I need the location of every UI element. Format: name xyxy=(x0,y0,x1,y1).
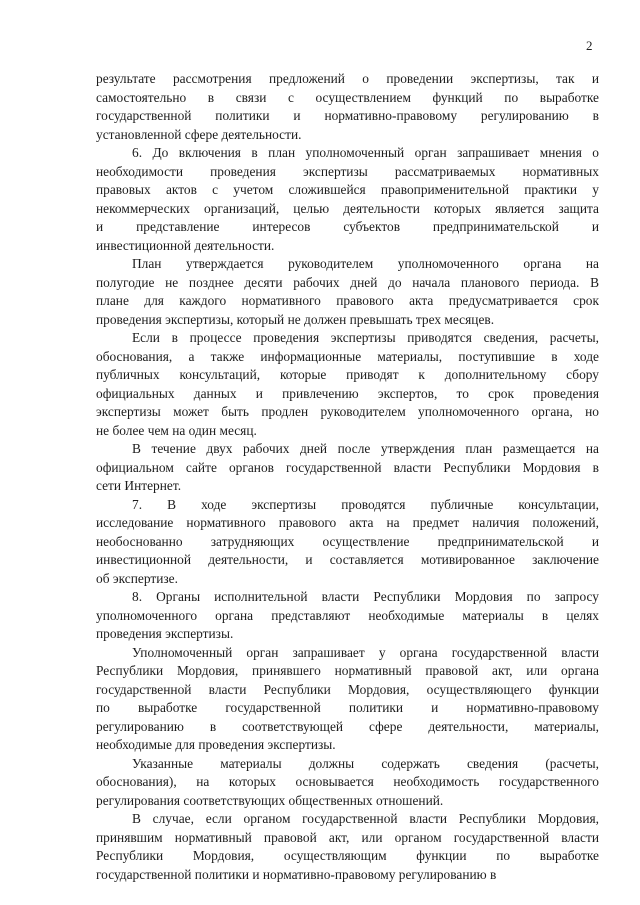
text-line: Уполномоченный орган запрашивает у органа государственной власти xyxy=(132,644,599,660)
paragraph xyxy=(96,496,599,589)
text-line: необходимости проведения экспертизы рассматриваемых нормативных xyxy=(96,163,599,179)
text-line: и представление интересов субъектов предпринимательской и xyxy=(96,219,599,234)
paragraph xyxy=(96,810,599,884)
text-line: План утверждается руководителем уполномоченного органа на xyxy=(132,256,599,271)
text-line: результате рассмотрения предложений о проведении экспертизы, так и xyxy=(96,71,599,86)
text-line: В течение двух рабочих дней после утверждения план размещается на xyxy=(132,441,599,456)
text-line: В случае, если органом государственной власти Республики Мордовия, xyxy=(132,811,599,826)
text-line: самостоятельно в связи с осуществлением функций по выработке xyxy=(96,89,599,105)
paragraph xyxy=(96,644,599,755)
paragraph xyxy=(96,70,599,144)
text-line: государственной политики и нормативно-правовому регулированию в xyxy=(96,108,599,123)
text-line: проведения экспертизы. xyxy=(96,626,234,641)
text-line: официальном сайте органов государственной власти Республики Мордовия в xyxy=(96,459,599,475)
paragraph xyxy=(96,144,599,255)
text-line: плане для каждого нормативного правового акта предусматривается срок xyxy=(96,293,599,308)
text-line: установленной сфере деятельности. xyxy=(96,126,302,142)
text-line: 8. Органы исполнительной власти Республики Мордовия по запросу xyxy=(132,589,599,604)
text-line: государственной политики и нормативно-правовому регулированию в xyxy=(96,866,497,882)
text-line: публичных консультаций, которые приводят к дополнительному сбору xyxy=(96,367,599,382)
text-line: Если в процессе проведения экспертизы приводятся сведения, расчеты, xyxy=(132,330,599,345)
text-line: необоснованно затрудняющих осуществление предпринимательской и xyxy=(96,533,599,549)
paragraph xyxy=(96,329,599,440)
page-number: 2 xyxy=(586,38,593,53)
text-line: 7. В ходе экспертизы проводятся публичные консультации, xyxy=(132,496,599,512)
text-line: регулированию в соответствующей сфере деятельности, материалы, xyxy=(96,718,599,734)
text-line: экспертизы может быть продлен руководителем уполномоченного органа, но xyxy=(96,404,599,419)
text-line: государственной власти Республики Мордовия, осуществляющего функции xyxy=(96,681,599,697)
text-line: исследование нормативного правового акта на предмет наличия положений, xyxy=(96,515,599,530)
paragraph xyxy=(96,255,599,329)
text-line: официальных данных и привлечению экспертов, то срок проведения xyxy=(96,385,599,401)
text-line: некоммерческих организаций, целью деятельности которых является защита xyxy=(96,200,599,216)
document-body xyxy=(96,70,599,884)
text-line: инвестиционной деятельности. xyxy=(96,237,275,253)
text-line: полугодие не позднее десяти рабочих дней до начала планового периода. В xyxy=(96,274,599,290)
text-line: проведения экспертизы, который не должен превышать трех месяцев. xyxy=(96,311,495,327)
text-line: об экспертизе. xyxy=(96,570,178,586)
text-line: по выработке государственной политики и нормативно-правовому xyxy=(96,700,599,715)
text-line: принявшим нормативный правовой акт, или органом государственной власти xyxy=(96,829,599,845)
text-line: Указанные материалы должны содержать сведения (расчеты, xyxy=(132,755,599,771)
paragraph xyxy=(96,755,599,811)
text-line: Республики Мордовия, принявшего нормативный правовой акт, или органа xyxy=(96,663,599,678)
paragraph xyxy=(96,588,599,644)
text-line: обоснования), на которых основывается необходимость государственного xyxy=(96,774,599,789)
text-line: не более чем на один месяц. xyxy=(96,422,257,438)
text-line: правовых актов с учетом сложившейся правоприменительной практики у xyxy=(96,182,599,197)
text-line: регулирования соответствующих общественных отношений. xyxy=(96,792,444,808)
text-line: сети Интернет. xyxy=(96,478,182,493)
text-line: инвестиционной деятельности, и составляется мотивированное заключение xyxy=(96,552,599,567)
paragraph xyxy=(96,440,599,496)
text-line: обоснования, а также информационные материалы, поступившие в ходе xyxy=(96,348,599,364)
text-line: уполномоченного органа представляют необходимые материалы в целях xyxy=(96,607,599,623)
text-line: Республики Мордовия, осуществляющим функции по выработке xyxy=(96,848,599,863)
text-line: необходимые для проведения экспертизы. xyxy=(96,737,336,752)
text-line: 6. До включения в план уполномоченный орган запрашивает мнения о xyxy=(132,145,599,160)
